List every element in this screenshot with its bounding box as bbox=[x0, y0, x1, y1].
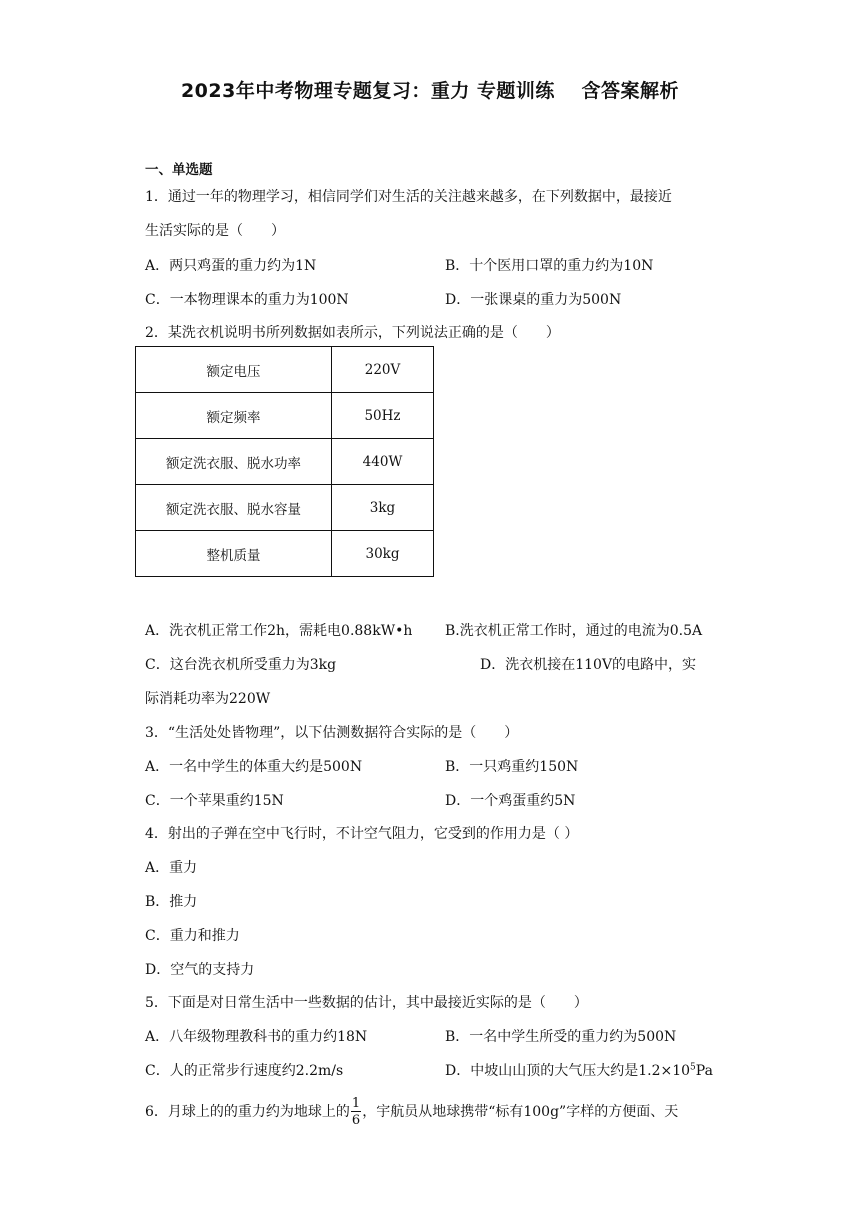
q5-option-d-unit: Pa bbox=[695, 1063, 713, 1079]
q5-option-d-exponent: 5 bbox=[690, 1062, 696, 1073]
q1-option-b: B．十个医用口罩的重力约为10N bbox=[445, 258, 654, 274]
q5-stem: 5．下面是对日常生活中一些数据的估计，其中最接近实际的是（ ） bbox=[145, 995, 588, 1011]
q6-stem-pre: 6．月球上的的重力约为地球上的 bbox=[145, 1104, 350, 1120]
fraction-numerator: 1 bbox=[351, 1096, 361, 1111]
q5-option-d-text: D．中坡山山顶的大气压大约是1.2×10 bbox=[445, 1063, 691, 1079]
q2-option-a: A．洗衣机正常工作2h，需耗电0.88kW•h bbox=[145, 623, 413, 639]
table-cell-key: 额定电压 bbox=[136, 347, 332, 393]
table-row bbox=[136, 531, 434, 577]
q2-option-b: B.洗衣机正常工作时，通过的电流为0.5A bbox=[445, 623, 703, 639]
spec-table bbox=[135, 346, 434, 577]
fraction-denominator: 6 bbox=[351, 1113, 361, 1128]
q5-option-d bbox=[445, 1060, 713, 1080]
q6-stem bbox=[145, 1097, 678, 1127]
q1-option-c: C．一本物理课本的重力为100N bbox=[145, 292, 349, 308]
table-cell-value: 440W bbox=[332, 439, 434, 485]
q2-option-d-line1: D．洗衣机接在110V的电路中，实 bbox=[480, 657, 697, 673]
q4-option-b: B．推力 bbox=[145, 894, 198, 910]
q5-option-c: C．人的正常步行速度约2.2m/s bbox=[145, 1063, 344, 1079]
q3-option-c: C．一个苹果重约15N bbox=[145, 793, 284, 809]
q1-stem-line1: 1．通过一年的物理学习，相信同学们对生活的关注越来越多，在下列数据中，最接近 bbox=[145, 189, 672, 205]
q1-stem-line2: 生活实际的是（ ） bbox=[145, 223, 285, 239]
q3-option-a: A．一名中学生的体重大约是500N bbox=[145, 759, 363, 775]
q3-option-b: B．一只鸡重约150N bbox=[445, 759, 579, 775]
q1-option-a: A．两只鸡蛋的重力约为1N bbox=[145, 258, 317, 274]
table-row bbox=[136, 393, 434, 439]
table-cell-value: 3kg bbox=[332, 485, 434, 531]
q2-option-d-line2: 际消耗功率为220W bbox=[145, 691, 271, 707]
table-cell-key: 额定洗衣服、脱水功率 bbox=[136, 439, 332, 485]
q5-option-b: B．一名中学生所受的重力约为500N bbox=[445, 1029, 677, 1045]
fraction bbox=[351, 1097, 361, 1127]
q3-option-d: D．一个鸡蛋重约5N bbox=[445, 793, 576, 809]
q4-stem: 4．射出的子弹在空中飞行时，不计空气阻力，它受到的作用力是（ ） bbox=[145, 826, 579, 842]
table-cell-key: 额定洗衣服、脱水容量 bbox=[136, 485, 332, 531]
q4-option-d: D．空气的支持力 bbox=[145, 962, 255, 978]
table-row bbox=[136, 439, 434, 485]
q4-option-a: A．重力 bbox=[145, 860, 198, 876]
document-title: 2023年中考物理专题复习：重力 专题训练 含答案解析 bbox=[180, 80, 680, 102]
q4-option-c: C．重力和推力 bbox=[145, 928, 240, 944]
q6-stem-post: ，宇航员从地球携带“标有100g”字样的方便面、天 bbox=[362, 1104, 679, 1120]
q5-option-a: A．八年级物理教科书的重力约18N bbox=[145, 1029, 368, 1045]
table-cell-value: 30kg bbox=[332, 531, 434, 577]
section-heading: 一、单选题 bbox=[145, 162, 213, 178]
table-row bbox=[136, 347, 434, 393]
table-cell-value: 220V bbox=[332, 347, 434, 393]
q2-stem: 2．某洗衣机说明书所列数据如表所示，下列说法正确的是（ ） bbox=[145, 325, 560, 341]
q1-option-d: D．一张课桌的重力为500N bbox=[445, 292, 622, 308]
q3-stem: 3．“生活处处皆物理”，以下估测数据符合实际的是（ ） bbox=[145, 725, 519, 741]
table-cell-key: 额定频率 bbox=[136, 393, 332, 439]
table-cell-key: 整机质量 bbox=[136, 531, 332, 577]
table-cell-value: 50Hz bbox=[332, 393, 434, 439]
q2-option-c: C．这台洗衣机所受重力为3kg bbox=[145, 657, 337, 673]
table-row bbox=[136, 485, 434, 531]
